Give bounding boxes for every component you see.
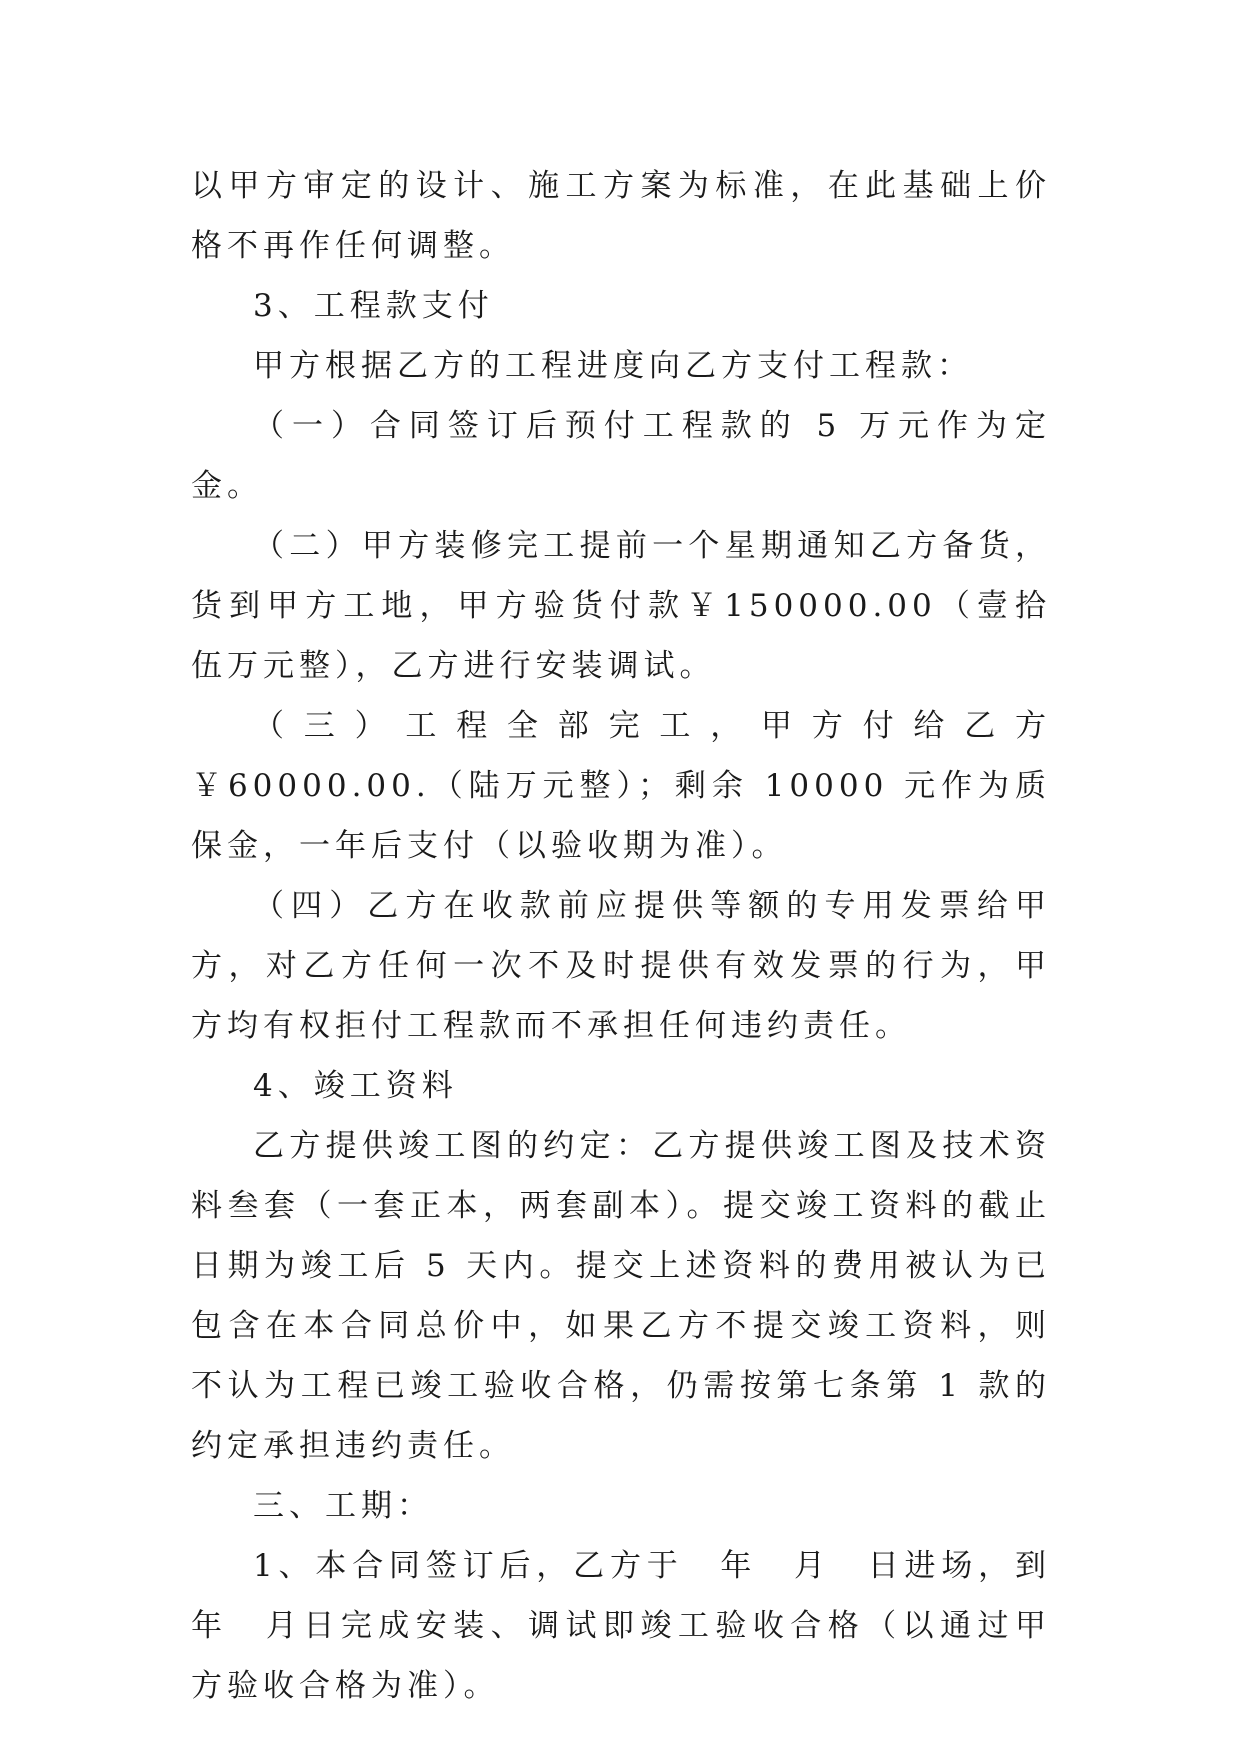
paragraph-completion-docs: 乙方提供竣工图的约定：乙方提供竣工图及技术资料叁套（一套正本，两套副本）。提交竣工资料的截止日期为竣工后 5 天内。提交上述资料的费用被认为已包含在本合同总价中，如果乙方不提交竣工资料，则不认为工程已竣工验收合格，仍需按第七条第 1 款的约定承担违约责任。 xyxy=(191,1128,1051,1464)
paragraph-payment-item-1: （一）合同签订后预付工程款的 5 万元作为定金。 xyxy=(191,408,1051,504)
heading-payment: 3、工程款支付 xyxy=(253,288,494,324)
paragraph-price-adjustment: 以甲方审定的设计、施工方案为标准，在此基础上价格不再作任何调整。 xyxy=(191,168,1051,264)
paragraph-payment-intro: 甲方根据乙方的工程进度向乙方支付工程款： xyxy=(253,348,973,384)
heading-completion-docs: 4、竣工资料 xyxy=(253,1068,458,1104)
paragraph-payment-item-4: （四）乙方在收款前应提供等额的专用发票给甲方，对乙方任何一次不及时提供有效发票的行为，甲方均有权拒付工程款而不承担任何违约责任。 xyxy=(191,888,1051,1044)
paragraph-payment-item-2: （二）甲方装修完工提前一个星期通知乙方备货，货到甲方工地，甲方验货付款￥150000.00（壹拾伍万元整），乙方进行安装调试。 xyxy=(191,528,1051,684)
paragraph-payment-item-3: （三）工程全部完工，甲方付给乙方￥60000.00.（陆万元整）；剩余 10000 元作为质保金，一年后支付（以验收期为准）。 xyxy=(191,708,1051,864)
heading-schedule: 三、工期： xyxy=(253,1488,433,1524)
paragraph-schedule-item-1: 1、本合同签订后，乙方于 年 月 日进场，到 年 月日完成安装、调试即竣工验收合格（以通过甲方验收合格为准）。 xyxy=(191,1548,1087,1704)
document-body xyxy=(191,156,1087,1716)
